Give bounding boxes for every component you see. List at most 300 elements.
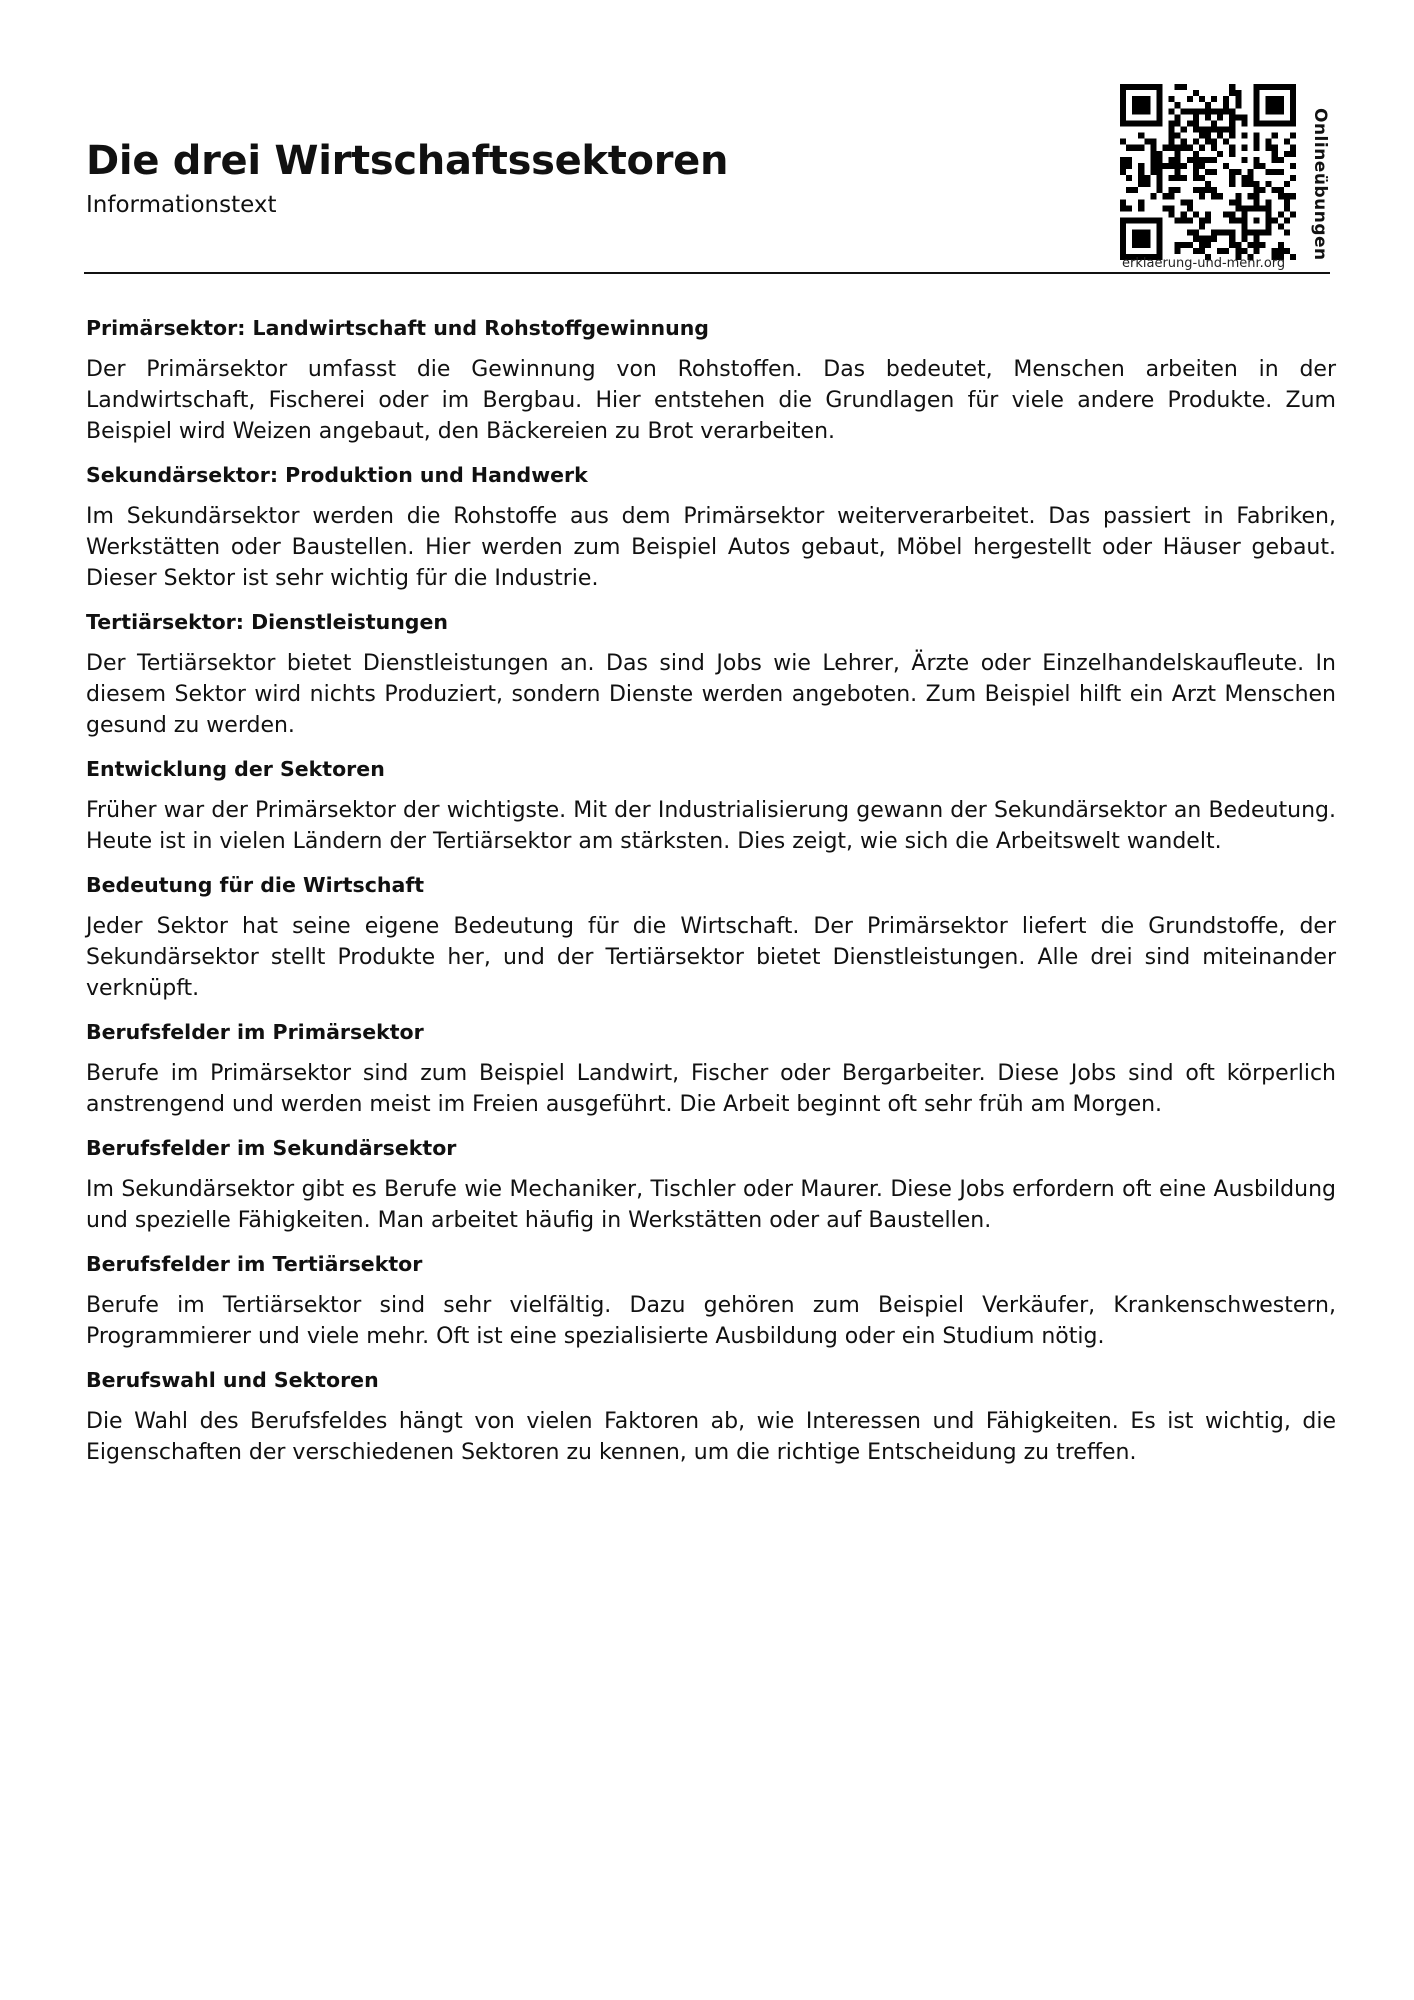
qr-module: [1156, 114, 1162, 120]
qr-module: [1120, 163, 1126, 169]
qr-module: [1241, 230, 1247, 236]
qr-module: [1175, 218, 1181, 224]
qr-module: [1144, 139, 1150, 145]
qr-module: [1229, 199, 1235, 205]
qr-module: [1272, 133, 1278, 139]
qr-module: [1199, 96, 1205, 102]
qr-module: [1126, 205, 1132, 211]
qr-module: [1199, 133, 1205, 139]
qr-module: [1156, 218, 1162, 224]
qr-module: [1211, 169, 1217, 175]
page-subtitle: Informationstext: [86, 192, 277, 218]
qr-module: [1187, 218, 1193, 224]
qr-module: [1229, 126, 1235, 132]
qr-module: [1272, 187, 1278, 193]
qr-module: [1132, 218, 1138, 224]
section-text: Berufe im Primärsektor sind zum Beispiel Landwirt, Fischer oder Bergarbeiter. Diese Jobs sind oft körperlich anstrengend und werden meist im Freien ausgeführt. Die Arbeit beginnt oft sehr früh am Morgen.: [86, 1061, 1336, 1117]
qr-module: [1266, 211, 1272, 217]
qr-module: [1187, 199, 1193, 205]
qr-module: [1193, 120, 1199, 126]
qr-module: [1169, 108, 1175, 114]
qr-module: [1247, 169, 1253, 175]
qr-module: [1260, 205, 1266, 211]
qr-module: [1169, 157, 1175, 163]
qr-module: [1175, 242, 1181, 248]
qr-module: [1150, 84, 1156, 90]
qr-module: [1241, 120, 1247, 126]
section-jobs-tertiary: [86, 1250, 1336, 1352]
qr-module: [1181, 145, 1187, 151]
section-development: [86, 755, 1336, 857]
qr-module: [1254, 102, 1260, 108]
qr-module: [1254, 84, 1260, 90]
qr-module: [1290, 90, 1296, 96]
qr-module: [1278, 120, 1284, 126]
qr-module: [1126, 84, 1132, 90]
section-jobs-primary: [86, 1018, 1336, 1120]
qr-module: [1138, 218, 1144, 224]
qr-module: [1266, 205, 1272, 211]
qr-module: [1138, 242, 1144, 248]
qr-module: [1223, 102, 1229, 108]
section-primary: [86, 314, 1336, 447]
qr-module: [1211, 96, 1217, 102]
qr-module: [1278, 193, 1284, 199]
qr-module: [1150, 163, 1156, 169]
qr-module: [1126, 145, 1132, 151]
qr-module: [1175, 248, 1181, 254]
qr-module: [1241, 133, 1247, 139]
qr-module: [1181, 84, 1187, 90]
qr-module: [1132, 120, 1138, 126]
qr-module: [1120, 96, 1126, 102]
qr-module: [1266, 169, 1272, 175]
qr-module: [1144, 218, 1150, 224]
qr-module: [1223, 211, 1229, 217]
qr-module: [1156, 236, 1162, 242]
qr-module: [1278, 224, 1284, 230]
qr-module: [1235, 242, 1241, 248]
qr-module: [1175, 120, 1181, 126]
qr-module: [1205, 211, 1211, 217]
qr-code-graphic: [1120, 84, 1296, 260]
qr-module: [1169, 120, 1175, 126]
section-text: Die Wahl des Berufsfeldes hängt von vielen Faktoren ab, wie Interessen und Fähigkeiten. Es ist wichtig, die Eigenschaften der verschiedenen Sektoren zu kennen, um die richtige Entscheidung zu treffen.: [86, 1409, 1336, 1465]
qr-module: [1260, 120, 1266, 126]
qr-module: [1254, 248, 1260, 254]
qr-module: [1144, 175, 1150, 181]
qr-module: [1169, 163, 1175, 169]
qr-module: [1132, 96, 1138, 102]
qr-module: [1132, 187, 1138, 193]
qr-module: [1235, 248, 1241, 254]
qr-module: [1254, 120, 1260, 126]
qr-module: [1169, 126, 1175, 132]
qr-module: [1126, 187, 1132, 193]
qr-module: [1120, 90, 1126, 96]
qr-module: [1211, 230, 1217, 236]
qr-module: [1229, 133, 1235, 139]
qr-module: [1260, 187, 1266, 193]
qr-module: [1229, 120, 1235, 126]
qr-module: [1217, 126, 1223, 132]
qr-module: [1169, 211, 1175, 217]
qr-module: [1150, 157, 1156, 163]
qr-module: [1278, 242, 1284, 248]
qr-module: [1138, 169, 1144, 175]
section-heading: Primärsektor: Landwirtschaft und Rohstoffgewinnung: [86, 316, 709, 340]
qr-module: [1199, 193, 1205, 199]
qr-module: [1241, 224, 1247, 230]
qr-module: [1205, 102, 1211, 108]
qr-module: [1235, 193, 1241, 199]
qr-module: [1278, 102, 1284, 108]
qr-module: [1205, 236, 1211, 242]
qr-module: [1223, 126, 1229, 132]
qr-module: [1205, 218, 1211, 224]
qr-module: [1272, 96, 1278, 102]
qr-module: [1217, 230, 1223, 236]
qr-module: [1150, 193, 1156, 199]
qr-module: [1223, 96, 1229, 102]
qr-module: [1235, 205, 1241, 211]
qr-module: [1278, 108, 1284, 114]
qr-module: [1175, 169, 1181, 175]
qr-module: [1162, 145, 1168, 151]
qr-module: [1229, 236, 1235, 242]
qr-module: [1138, 236, 1144, 242]
section-heading: Berufsfelder im Primärsektor: [86, 1020, 424, 1044]
qr-module: [1229, 151, 1235, 157]
qr-module: [1266, 218, 1272, 224]
header-divider: [84, 272, 1330, 274]
qr-module: [1223, 139, 1229, 145]
qr-module: [1156, 175, 1162, 181]
qr-module: [1241, 114, 1247, 120]
section-jobs-secondary: [86, 1134, 1336, 1236]
qr-module: [1169, 205, 1175, 211]
qr-module: [1193, 175, 1199, 181]
section-heading: Tertiärsektor: Dienstleistungen: [86, 610, 448, 634]
qr-module: [1241, 181, 1247, 187]
qr-module: [1254, 139, 1260, 145]
qr-module: [1144, 102, 1150, 108]
qr-module: [1138, 205, 1144, 211]
qr-module: [1120, 236, 1126, 242]
section-secondary: [86, 461, 1336, 594]
section-tertiary: [86, 608, 1336, 741]
qr-code-icon[interactable]: [1120, 84, 1296, 260]
qr-module: [1193, 151, 1199, 157]
qr-module: [1199, 224, 1205, 230]
page-title: Die drei Wirtschaftssektoren: [86, 138, 729, 184]
qr-module: [1156, 248, 1162, 254]
qr-module: [1132, 84, 1138, 90]
qr-module: [1254, 242, 1260, 248]
qr-module: [1199, 187, 1205, 193]
qr-module: [1175, 151, 1181, 157]
qr-module: [1217, 108, 1223, 114]
qr-module: [1120, 169, 1126, 175]
qr-module: [1254, 199, 1260, 205]
qr-module: [1229, 90, 1235, 96]
qr-module: [1278, 96, 1284, 102]
qr-module: [1162, 205, 1168, 211]
qr-module: [1247, 175, 1253, 181]
section-career-choice: [86, 1366, 1336, 1468]
qr-module: [1175, 102, 1181, 108]
qr-module: [1266, 84, 1272, 90]
qr-module: [1193, 248, 1199, 254]
qr-module: [1120, 248, 1126, 254]
qr-module: [1138, 133, 1144, 139]
qr-module: [1162, 193, 1168, 199]
qr-module: [1247, 205, 1253, 211]
qr-module: [1181, 139, 1187, 145]
qr-module: [1199, 175, 1205, 181]
qr-module: [1205, 187, 1211, 193]
qr-module: [1260, 230, 1266, 236]
qr-module: [1205, 133, 1211, 139]
qr-module: [1247, 193, 1253, 199]
qr-module: [1120, 218, 1126, 224]
qr-module: [1217, 114, 1223, 120]
qr-module: [1193, 139, 1199, 145]
section-heading: Entwicklung der Sektoren: [86, 757, 385, 781]
qr-module: [1199, 157, 1205, 163]
qr-module: [1241, 175, 1247, 181]
qr-module: [1272, 169, 1278, 175]
qr-module: [1120, 120, 1126, 126]
section-heading: Sekundärsektor: Produktion und Handwerk: [86, 463, 588, 487]
qr-module: [1120, 224, 1126, 230]
qr-module: [1229, 169, 1235, 175]
qr-module: [1187, 230, 1193, 236]
qr-module: [1132, 242, 1138, 248]
qr-module: [1156, 84, 1162, 90]
qr-module: [1132, 230, 1138, 236]
qr-module: [1144, 108, 1150, 114]
qr-module: [1241, 218, 1247, 224]
qr-module: [1278, 187, 1284, 193]
qr-module: [1138, 96, 1144, 102]
qr-module: [1235, 114, 1241, 120]
qr-module: [1272, 145, 1278, 151]
qr-module: [1193, 157, 1199, 163]
qr-module: [1272, 157, 1278, 163]
qr-module: [1254, 157, 1260, 163]
qr-module: [1217, 193, 1223, 199]
qr-module: [1205, 181, 1211, 187]
qr-module: [1138, 108, 1144, 114]
qr-module: [1187, 145, 1193, 151]
qr-module: [1175, 84, 1181, 90]
qr-module: [1223, 248, 1229, 254]
qr-module: [1120, 205, 1126, 211]
qr-module: [1138, 145, 1144, 151]
qr-module: [1193, 187, 1199, 193]
qr-module: [1181, 126, 1187, 132]
qr-module: [1138, 102, 1144, 108]
qr-module: [1156, 163, 1162, 169]
qr-module: [1278, 211, 1284, 217]
qr-module: [1199, 248, 1205, 254]
qr-module: [1120, 157, 1126, 163]
qr-module: [1181, 163, 1187, 169]
qr-module: [1126, 175, 1132, 181]
qr-module: [1199, 242, 1205, 248]
qr-module: [1199, 145, 1205, 151]
qr-module: [1205, 126, 1211, 132]
qr-module: [1156, 224, 1162, 230]
qr-module: [1211, 193, 1217, 199]
qr-module: [1205, 242, 1211, 248]
qr-module: [1156, 102, 1162, 108]
qr-module: [1272, 248, 1278, 254]
qr-module: [1229, 181, 1235, 187]
section-heading: Berufsfelder im Sekundärsektor: [86, 1136, 457, 1160]
qr-module: [1254, 181, 1260, 187]
qr-module: [1181, 242, 1187, 248]
qr-module: [1229, 211, 1235, 217]
qr-module: [1199, 236, 1205, 242]
qr-module: [1229, 145, 1235, 151]
qr-module: [1254, 163, 1260, 169]
qr-module: [1138, 163, 1144, 169]
qr-module: [1120, 242, 1126, 248]
qr-module: [1132, 236, 1138, 242]
section-text: Der Primärsektor umfasst die Gewinnung von Rohstoffen. Das bedeutet, Menschen arbeiten in der Landwirtschaft, Fischerei oder im Bergbau. Hier entstehen die Grundlagen für viele andere Produkte. Zum Beispiel wird Weizen angebaut, den Bäckereien zu Brot verarbeiten.: [86, 357, 1336, 444]
qr-module: [1235, 199, 1241, 205]
qr-module: [1254, 145, 1260, 151]
qr-module: [1181, 175, 1187, 181]
qr-module: [1144, 96, 1150, 102]
qr-module: [1278, 84, 1284, 90]
qr-module: [1278, 248, 1284, 254]
qr-module: [1187, 157, 1193, 163]
qr-module: [1138, 120, 1144, 126]
qr-module: [1120, 114, 1126, 120]
qr-module: [1254, 205, 1260, 211]
qr-module: [1229, 218, 1235, 224]
qr-module: [1205, 157, 1211, 163]
qr-module: [1272, 218, 1278, 224]
qr-module: [1199, 218, 1205, 224]
section-text: Im Sekundärsektor gibt es Berufe wie Mechaniker, Tischler oder Maurer. Diese Jobs erfordern oft eine Ausbildung und spezielle Fähigkeiten. Man arbeitet häufig in Werkstätten oder auf Baustellen.: [86, 1177, 1336, 1233]
qr-module: [1211, 157, 1217, 163]
qr-module: [1241, 211, 1247, 217]
qr-module: [1229, 175, 1235, 181]
qr-module: [1247, 230, 1253, 236]
qr-module: [1187, 242, 1193, 248]
section-text: Im Sekundärsektor werden die Rohstoffe aus dem Primärsektor weiterverarbeitet. Das passiert in Fabriken, Werkstätten oder Baustellen. Hier werden zum Beispiel Autos gebaut, Möbel hergestellt oder Häuser gebaut. Dieser Sektor ist sehr wichtig für die Industrie.: [86, 504, 1336, 591]
qr-module: [1278, 169, 1284, 175]
qr-module: [1266, 181, 1272, 187]
qr-module: [1211, 126, 1217, 132]
qr-module: [1254, 114, 1260, 120]
qr-module: [1211, 145, 1217, 151]
qr-module: [1235, 169, 1241, 175]
qr-module: [1254, 236, 1260, 242]
qr-module: [1260, 242, 1266, 248]
qr-module: [1193, 90, 1199, 96]
qr-module: [1156, 187, 1162, 193]
qr-module: [1254, 90, 1260, 96]
section-text: Jeder Sektor hat seine eigene Bedeutung für die Wirtschaft. Der Primärsektor liefert die Grundstoffe, der Sekundärsektor stellt Produkte her, und der Tertiärsektor bietet Dienstleistungen. Alle drei sind miteinander verknüpft.: [86, 914, 1336, 1001]
qr-module: [1272, 102, 1278, 108]
qr-module: [1229, 84, 1235, 90]
qr-module: [1247, 181, 1253, 187]
qr-module: [1205, 108, 1211, 114]
qr-module: [1223, 230, 1229, 236]
qr-module: [1138, 199, 1144, 205]
qr-module: [1181, 218, 1187, 224]
qr-module: [1229, 108, 1235, 114]
qr-module: [1290, 96, 1296, 102]
qr-module: [1241, 248, 1247, 254]
qr-module: [1266, 108, 1272, 114]
qr-module: [1193, 108, 1199, 114]
qr-module: [1187, 120, 1193, 126]
qr-module: [1156, 90, 1162, 96]
qr-module: [1235, 218, 1241, 224]
qr-module: [1217, 133, 1223, 139]
qr-module: [1193, 114, 1199, 120]
qr-module: [1247, 242, 1253, 248]
qr-module: [1223, 108, 1229, 114]
qr-module: [1254, 193, 1260, 199]
section-text: Berufe im Tertiärsektor sind sehr vielfältig. Dazu gehören zum Beispiel Verkäufer, Krankenschwestern, Programmierer und viele mehr. Oft ist eine spezialisierte Ausbildung oder ein Studium nötig.: [86, 1293, 1336, 1349]
qr-module: [1126, 120, 1132, 126]
qr-module: [1193, 236, 1199, 242]
qr-module: [1223, 163, 1229, 169]
qr-module: [1150, 145, 1156, 151]
qr-module: [1150, 169, 1156, 175]
qr-module: [1290, 84, 1296, 90]
qr-module: [1284, 84, 1290, 90]
qr-module: [1120, 108, 1126, 114]
qr-caption[interactable]: erklaerung-und-mehr.org: [1122, 256, 1286, 271]
qr-module: [1254, 187, 1260, 193]
qr-module: [1266, 96, 1272, 102]
qr-module: [1229, 114, 1235, 120]
qr-module: [1144, 242, 1150, 248]
qr-module: [1156, 157, 1162, 163]
qr-module: [1175, 175, 1181, 181]
section-heading: Bedeutung für die Wirtschaft: [86, 873, 425, 897]
qr-module: [1132, 102, 1138, 108]
qr-module: [1132, 108, 1138, 114]
qr-module: [1260, 163, 1266, 169]
qr-module: [1175, 157, 1181, 163]
qr-module: [1181, 199, 1187, 205]
qr-module: [1205, 114, 1211, 120]
text-body: [86, 314, 1336, 1482]
qr-module: [1235, 96, 1241, 102]
qr-module: [1138, 175, 1144, 181]
qr-module: [1162, 163, 1168, 169]
qr-module: [1260, 84, 1266, 90]
qr-module: [1266, 199, 1272, 205]
qr-module: [1217, 151, 1223, 157]
qr-module: [1175, 133, 1181, 139]
qr-module: [1126, 163, 1132, 169]
qr-module: [1175, 187, 1181, 193]
qr-module: [1254, 230, 1260, 236]
qr-module: [1199, 108, 1205, 114]
qr-module: [1175, 145, 1181, 151]
qr-module: [1156, 169, 1162, 175]
